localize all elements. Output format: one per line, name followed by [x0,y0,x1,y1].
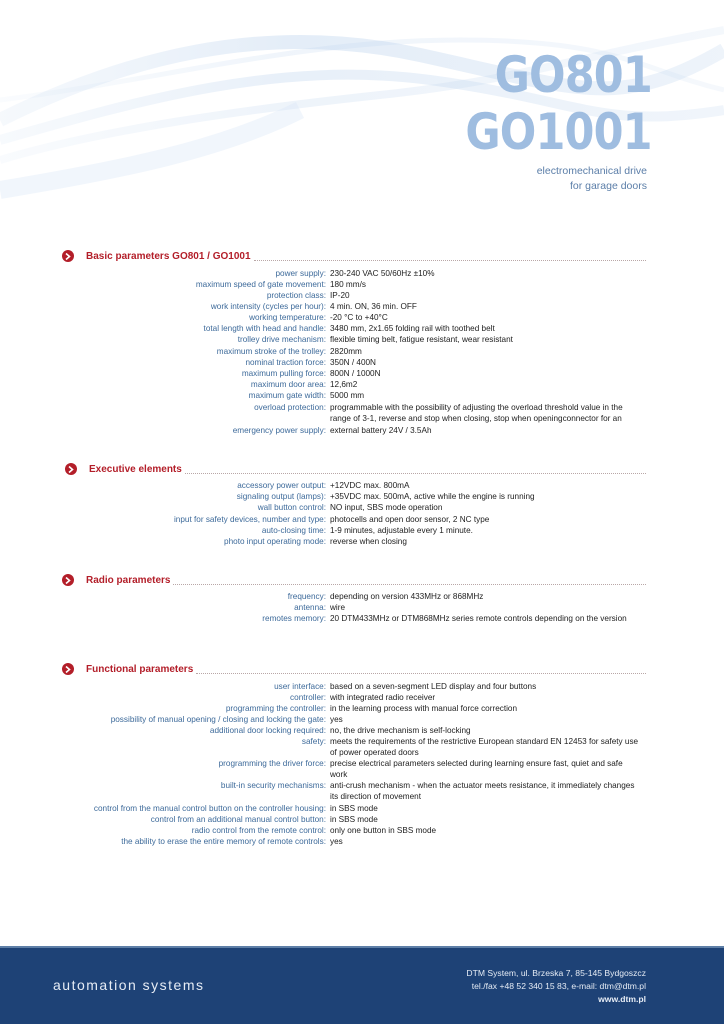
spec-label: the ability to erase the entire memory of remote controls: [121,837,326,846]
spec-label: programming the driver force: [218,759,326,768]
spec-label: maximum pulling force: [241,369,326,378]
spec-value: 4 min. ON, 36 min. OFF [330,302,417,311]
dotted-leader [196,666,646,674]
footer-bar [0,946,724,1024]
spec-label: total length with head and handle: [203,324,326,333]
spec-value: in the learning process with manual force correction [330,704,518,713]
dotted-leader [173,577,646,585]
spec-label: built-in security mechanisms: [220,781,326,790]
spec-label: accessory power output: [237,481,326,490]
spec-value: meets the requirements of the restrictive European standard EN 12453 for safety use of power operated doors [330,737,639,758]
spec-value: NO input, SBS mode operation [330,503,443,512]
spec-label: signaling output (lamps): [236,492,326,501]
spec-value: programmable with the possibility of adjusting the overload threshold value in the range of 3-1, reverse and stop when closing, stop when openingconnector for an [330,403,623,424]
section-header-executive-elements [65,462,646,476]
model-name-go1001: GO1001 [465,103,652,161]
spec-value: yes [330,715,343,724]
chevron-right-circle-icon [62,250,74,262]
section-header-radio-parameters [62,573,646,587]
company-tagline: automation systems [53,977,205,993]
spec-label: programming the controller: [225,704,326,713]
spec-label: maximum speed of gate movement: [195,280,326,289]
spec-label: wall button control: [257,503,326,512]
spec-label: emergency power supply: [232,426,326,435]
spec-label: maximum stroke of the trolley: [216,347,326,356]
section-title: Basic parameters GO801 / GO1001 [86,250,251,262]
product-subtitle-line2: for garage doors [569,180,647,192]
spec-value: 350N / 400N [330,358,376,367]
spec-value: in SBS mode [330,804,378,813]
spec-value: 1-9 minutes, adjustable every 1 minute. [330,526,473,535]
spec-value: in SBS mode [330,815,378,824]
spec-label: working temperature: [249,313,326,322]
spec-value: precise electrical parameters selected during learning ensure fast, quiet and safe work [330,759,623,780]
spec-label: additional door locking required: [209,726,326,735]
spec-value: flexible timing belt, fatigue resistant, wear resistant [330,335,513,344]
header-banner [0,0,724,235]
spec-value: reverse when closing [330,537,407,546]
section-header-basic-parameters [62,249,646,263]
spec-value: IP-20 [330,291,350,300]
spec-label: photo input operating mode: [224,537,326,546]
spec-value: +12VDC max. 800mA [330,481,410,490]
spec-value: 5000 mm [330,391,365,400]
spec-label: overload protection: [254,403,326,412]
spec-value: +35VDC max. 500mA, active while the engine is running [330,492,535,501]
spec-label: remotes memory: [262,614,326,623]
dotted-leader [185,466,646,474]
dotted-leader [254,253,646,261]
spec-value: depending on version 433MHz or 868MHz [330,592,484,601]
spec-label: trolley drive mechanism: [237,335,326,344]
spec-label: auto-closing time: [261,526,326,535]
spec-value: with integrated radio receiver [330,693,436,702]
section-title: Radio parameters [86,574,171,586]
section-title: Executive elements [89,463,182,475]
spec-label: nominal traction force: [245,358,326,367]
spec-label: possibility of manual opening / closing and locking the gate: [110,715,326,724]
spec-value: yes [330,837,343,846]
spec-label: maximum door area: [250,380,326,389]
spec-label: protection class: [266,291,326,300]
company-contact: tel./fax +48 52 340 15 83, e-mail: dtm@dtm.pl [471,981,646,991]
model-name-go801: GO801 [494,46,652,104]
spec-value: wire [330,603,346,612]
product-subtitle-line1: electromechanical drive [536,165,647,177]
chevron-right-circle-icon [62,574,74,586]
spec-label: radio control from the remote control: [191,826,326,835]
spec-value: anti-crush mechanism - when the actuator meets resistance, it immediately changes its direction of movement [330,781,635,802]
spec-value: based on a seven-segment LED display and four buttons [330,682,537,691]
spec-label: control from the manual control button on the controller housing: [93,804,326,813]
section-header-functional-parameters [62,662,646,676]
spec-label: power supply: [275,269,326,278]
spec-label: frequency: [287,592,326,601]
spec-value: no, the drive mechanism is self-locking [330,726,471,735]
spec-value: 20 DTM433MHz or DTM868MHz series remote controls depending on the version [330,614,627,623]
spec-value: 3480 mm, 2x1.65 folding rail with toothed belt [330,324,495,333]
spec-label: maximum gate width: [248,391,326,400]
spec-value: 2820mm [330,347,362,356]
chevron-right-circle-icon [65,463,77,475]
company-address: DTM System, ul. Brzeska 7, 85-145 Bydgoszcz [466,968,646,978]
spec-label: control from an additional manual control button: [150,815,326,824]
company-website-link[interactable]: www.dtm.pl [598,994,646,1004]
chevron-right-circle-icon [62,663,74,675]
spec-value: 180 mm/s [330,280,366,289]
spec-value: 800N / 1000N [330,369,381,378]
spec-label: antenna: [294,603,326,612]
spec-label: controller: [290,693,326,702]
spec-value: -20 °C to +40°C [330,313,388,322]
spec-value: only one button in SBS mode [330,826,437,835]
spec-label: user interface: [274,682,326,691]
spec-label: input for safety devices, number and type: [173,515,326,524]
section-title: Functional parameters [86,663,194,675]
spec-value: 12,6m2 [330,380,358,389]
spec-value: external battery 24V / 3.5Ah [330,426,432,435]
spec-value: 230-240 VAC 50/60Hz ±10% [330,269,435,278]
spec-value: photocells and open door sensor, 2 NC type [330,515,490,524]
spec-label: safety: [301,737,326,746]
spec-label: work intensity (cycles per hour): [210,302,326,311]
